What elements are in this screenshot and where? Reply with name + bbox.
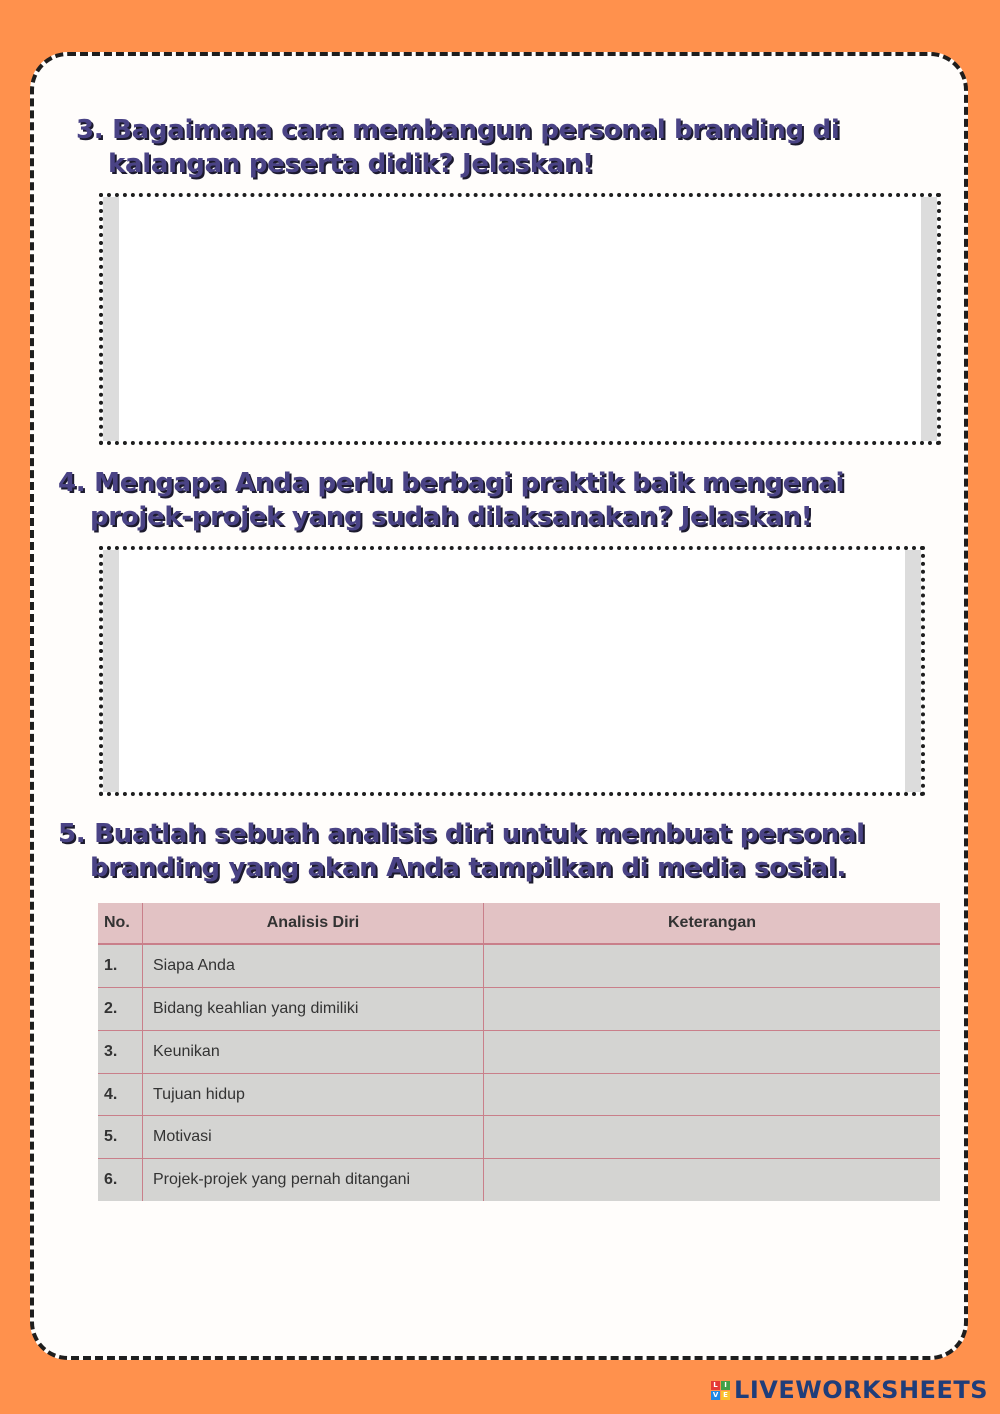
question-5-line-1: 5. Buatlah sebuah analisis diri untuk membuat personal (58, 819, 865, 849)
row-analisis: Motivasi (143, 1116, 484, 1159)
question-3-line-2: kalangan peserta didik? Jelaskan! (108, 149, 594, 179)
answer-box-4[interactable] (99, 546, 925, 796)
answer-box-left-edge (103, 197, 119, 441)
keterangan-input-3[interactable] (494, 1035, 934, 1069)
keterangan-input-1[interactable] (494, 949, 934, 983)
keterangan-input-2[interactable] (494, 992, 934, 1026)
keterangan-input-4[interactable] (494, 1078, 934, 1112)
answer-box-3[interactable] (99, 193, 941, 445)
question-5-line-2: branding yang akan Anda tampilkan di media sosial. (90, 853, 847, 883)
table-row (98, 1030, 940, 1073)
answer-box-right-edge (905, 550, 921, 792)
badge-letter: I (721, 1381, 730, 1390)
row-keterangan-cell (484, 1159, 941, 1201)
keterangan-input-6[interactable] (494, 1163, 934, 1197)
answer-input-3[interactable] (119, 197, 921, 441)
liveworksheets-badge-icon (711, 1381, 730, 1400)
row-analisis: Tujuan hidup (143, 1073, 484, 1116)
row-keterangan-cell (484, 944, 941, 987)
row-number: 6. (98, 1159, 143, 1201)
question-4-line-1: 4. Mengapa Anda perlu berbagi praktik baik mengenai (58, 468, 845, 498)
row-number: 1. (98, 944, 143, 987)
answer-input-4[interactable] (119, 550, 905, 792)
question-3-line-1: 3. Bagaimana cara membangun personal branding di (76, 115, 840, 145)
row-keterangan-cell (484, 1116, 941, 1159)
self-analysis-table-image (98, 903, 940, 1201)
row-analisis: Siapa Anda (143, 944, 484, 987)
answer-box-right-edge (921, 197, 937, 441)
liveworksheets-logo (711, 1376, 988, 1404)
row-analisis: Projek-projek yang pernah ditangani (143, 1159, 484, 1201)
row-number: 5. (98, 1116, 143, 1159)
row-analisis: Bidang keahlian yang dimiliki (143, 987, 484, 1030)
question-4-line-2: projek-projek yang sudah dilaksanakan? Jelaskan! (90, 502, 813, 532)
header-no: No. (98, 903, 143, 944)
header-keterangan: Keterangan (484, 903, 941, 944)
row-number: 2. (98, 987, 143, 1030)
table-row (98, 1159, 940, 1201)
table-row (98, 1073, 940, 1116)
table-row (98, 987, 940, 1030)
liveworksheets-wordmark: LIVEWORKSHEETS (734, 1376, 988, 1404)
row-analisis: Keunikan (143, 1030, 484, 1073)
badge-letter: E (721, 1391, 730, 1400)
question-4 (58, 466, 844, 534)
row-keterangan-cell (484, 987, 941, 1030)
table-header-row (98, 903, 940, 944)
badge-letter: L (711, 1381, 720, 1390)
table-row (98, 944, 940, 987)
badge-letter: V (712, 1390, 719, 1399)
keterangan-input-5[interactable] (494, 1120, 934, 1154)
header-analisis-diri: Analisis Diri (143, 903, 484, 944)
row-keterangan-cell (484, 1073, 941, 1116)
answer-box-left-edge (103, 550, 119, 792)
question-3 (76, 113, 839, 181)
row-keterangan-cell (484, 1030, 941, 1073)
table-row (98, 1116, 940, 1159)
self-analysis-table (98, 903, 940, 1201)
row-number: 4. (98, 1073, 143, 1116)
question-5 (58, 817, 865, 885)
row-number: 3. (98, 1030, 143, 1073)
